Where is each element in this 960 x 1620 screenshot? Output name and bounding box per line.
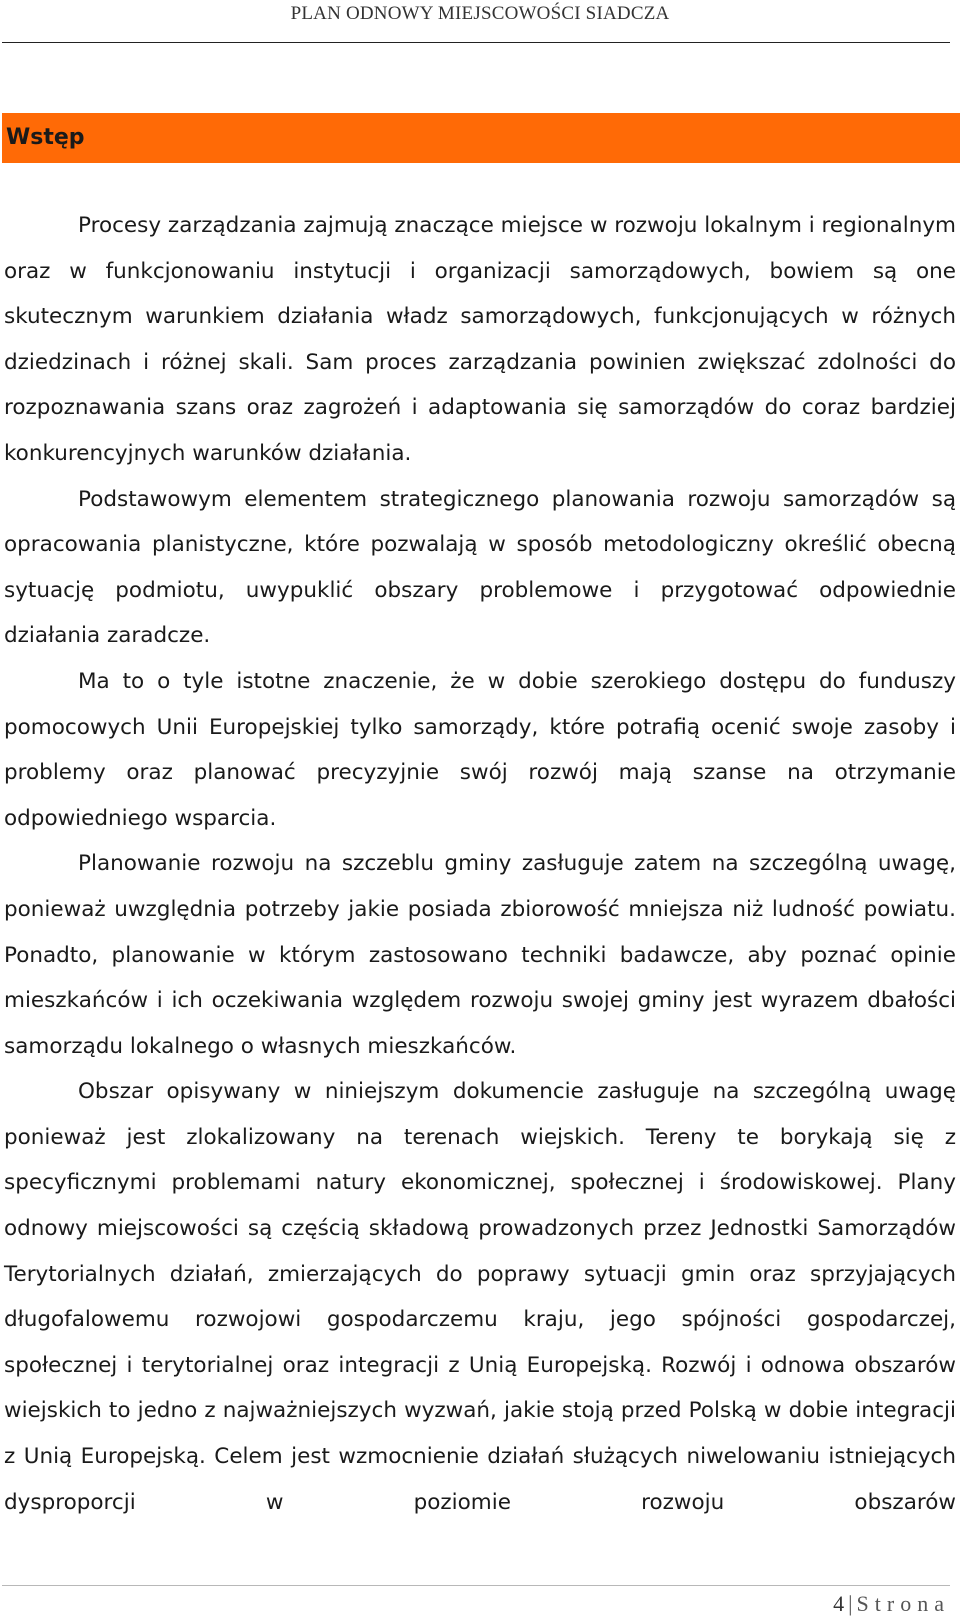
page-footer <box>833 1590 950 1618</box>
paragraph-2: Podstawowym elementem strategicznego planowania rozwoju samorządów są opracowania planistyczne, które pozwalają w sposób metodologiczny określić obecną sytuację podmiotu, uwypuklić obszary problemowe i przygotować odpowiednie działania zaradcze. <box>4 486 956 649</box>
page-label: Strona <box>856 1591 950 1616</box>
paragraph-3: Ma to o tyle istotne znaczenie, że w dobie szerokiego dostępu do funduszy pomocowych Unii Europejskiej tylko samorządy, które potrafią ocenić swoje zasoby i problemy oraz planować precyzyjnie swój rozwój mają szanse na otrzymanie odpowiedniego wsparcia. <box>4 668 956 831</box>
paragraph-5: Obszar opisywany w niniejszym dokumencie zasługuje na szczególną uwagę ponieważ jest zlokalizowany na terenach wiejskich. Tereny te borykają się z specyficznymi problemami natury ekonomicznej, społecznej i środowiskowej. Plany odnowy miejscowości są częścią składową prowadzonych przez Jednostki Samorządów Terytorialnych działań, zmierzających do poprawy sytuacji gmin oraz sprzyjających długofalowemu rozwojowi gospodarczemu kraju, jego spójności gospodarczej, społecznej i terytorialnej oraz integracji z Unią Europejską. Rozwój i odnowa obszarów wiejskich to jedno z najważniejszych wyzwań, jakie stoją przed Polską w dobie integracji z Unią Europejską. Celem jest wzmocnienie działań służących niwelowaniu istniejących dysproporcji w poziomie rozwoju obszarów <box>4 1079 956 1515</box>
paragraph-1: Procesy zarządzania zajmują znaczące miejsce w rozwoju lokalnym i regionalnym oraz w funkcjonowaniu instytucji i organizacji samorządowych, bowiem są one skutecznym warunkiem działania władz samorządowych, funkcjonujących w różnych dziedzinach i różnej skali. Sam proces zarządzania powinien zwiększać zdolności do rozpoznawania szans oraz zagrożeń i adaptowania się samorządów do coraz bardziej konkurencyjnych warunków działania. <box>4 213 956 466</box>
header-divider <box>2 42 950 43</box>
footer-separator: | <box>848 1591 853 1616</box>
page-number: 4 <box>833 1591 845 1616</box>
running-header: PLAN ODNOWY MIEJSCOWOŚCI SIADCZA <box>290 3 670 24</box>
section-heading-bar <box>2 113 960 163</box>
section-title: Wstęp <box>6 125 85 150</box>
footer-divider <box>2 1585 950 1586</box>
body-text <box>4 203 956 1525</box>
paragraph-4: Planowanie rozwoju na szczeblu gminy zasługuje zatem na szczególną uwagę, ponieważ uwzględnia potrzeby jakie posiada zbiorowość mniejsza niż ludność powiatu. Ponadto, planowanie w którym zastosowano techniki badawcze, aby poznać opinie mieszkańców i ich oczekiwania względem rozwoju swojej gminy jest wyrazem dbałości samorządu lokalnego o własnych mieszkańców. <box>4 851 956 1059</box>
